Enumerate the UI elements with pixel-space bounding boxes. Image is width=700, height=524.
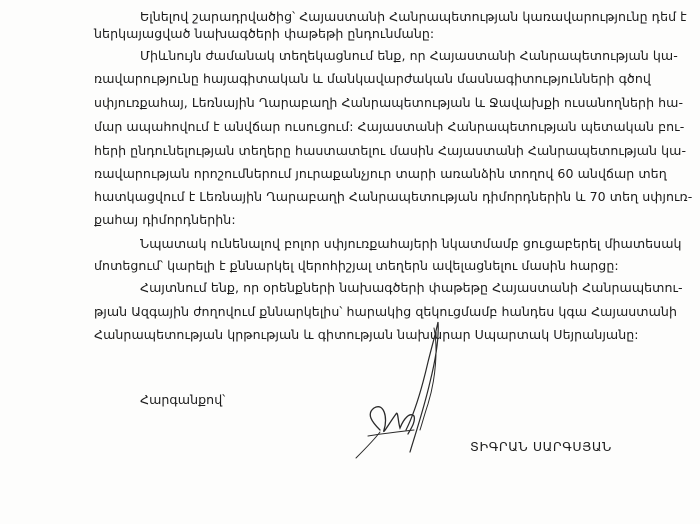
text-line: հերի ընդունելության տեղերը հաստատելու մասին Հայաստանի Հանրապետության կա- xyxy=(94,143,687,158)
text-line: Միևնույն ժամանակ տեղեկացնում ենք, որ Հայաստանի Հանրապետության կա- xyxy=(140,48,678,63)
text-line: թյան Ազգային ժողովում քննարկելիս՝ հարակից զեկուցմամբ հանդես կգա Հայաստանի xyxy=(94,304,677,319)
handwritten-signature xyxy=(340,318,450,468)
text-line: մոտեցում՝ կարելի է քննարկել վերոհիշյալ տեղերն ավելացնելու մասին հարցը: xyxy=(94,258,619,273)
text-line: Նպատակ ունենալով բոլոր սփյուռքահայերի նկատմամբ ցուցաբերել միատեսակ xyxy=(140,236,682,251)
text-line: ռավարությունը հայագիտական և մանկավարժական մասնագիտությունների գծով xyxy=(94,71,651,86)
text-line: ներկայացված նախագծերի փաթեթի ընդունմանը: xyxy=(94,26,435,41)
text-line: Հայտնում ենք, որ օրենքների նախագծերի փաթեթը Հայաստանի Հանրապետու- xyxy=(140,280,683,295)
text-line: Հանրապետության կրթության և գիտության նախարար Սպարտակ Սեյրանյանը: xyxy=(94,327,639,342)
text-line: սփյուռքահայ, Լեռնային Ղարաբաղի Հանրապետության և Ջավախքի ուսանողների հա- xyxy=(94,95,684,110)
text-line: հատկացվում է Լեռնային Ղարաբաղի Հանրապետության դիմորդներին և 70 տեղ սփյուռ- xyxy=(94,189,693,204)
text-line: մար ապահովում է անվճար ուսուցում: Հայաստանի Հանրապետության պետական բու- xyxy=(94,119,685,134)
signer-name: ՏԻԳՐԱՆ ՍԱՐԳՍՅԱՆ xyxy=(470,439,612,454)
text-line: Ելնելով շարադրվածից՝ Հայաստանի Հանրապետության կառավարությունը դեմ է xyxy=(140,9,687,24)
text-line: քահայ դիմորդներին: xyxy=(94,212,236,227)
text-line: ռավարության որոշումներում յուրաքանչյուր տարի առանձին տողով 60 անվճար տեղ xyxy=(94,166,667,181)
closing-salutation: Հարգանքով՝ xyxy=(140,392,226,407)
